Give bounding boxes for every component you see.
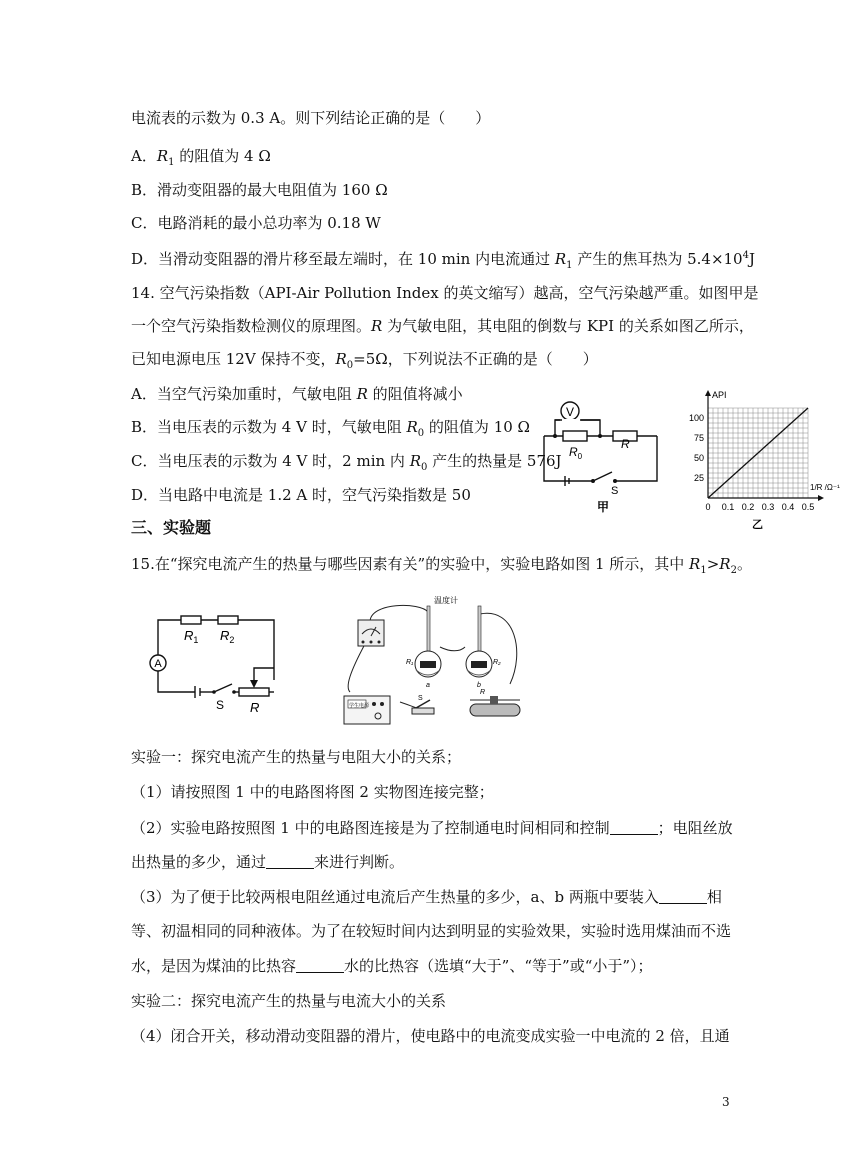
- svg-text:R: R: [480, 689, 486, 696]
- q15-experiment-2: 实验二：探究电流产生的热量与电流大小的关系: [131, 992, 447, 1010]
- answer-blank-2[interactable]: [266, 854, 314, 869]
- voltmeter-label: V: [565, 405, 575, 419]
- svg-text:b: b: [477, 682, 481, 689]
- q15-part-3-line-2: 等、初温相同的同种液体。为了在较短时间内达到明显的实验效果，实验时选用煤油而不选: [131, 922, 732, 940]
- x-tick-label: 0: [705, 502, 711, 512]
- r-label: R: [621, 437, 630, 451]
- x-tick-label: 0.5: [801, 502, 815, 512]
- flask-b: [466, 606, 501, 689]
- q15-experiment-1: 实验一：探究电流产生的热量与电阻大小的关系；: [131, 748, 462, 766]
- x-tick-label: 0.3: [761, 502, 775, 512]
- figure-yi-chart: [678, 378, 850, 530]
- y-tick-label: 50: [693, 453, 704, 463]
- y-axis-arrow: [705, 390, 711, 396]
- q13-option-d: D．当滑动变阻器的滑片移至最左端时，在 10 min 内电流通过 $R_1$ 产生的焦耳热为 $5.4\times 10^4J$: [131, 250, 755, 271]
- q15-part-3-line-3: 水，是因为煤油的比热容 水的比热容（选填“大于”、“等于”或“小于”）；: [131, 957, 653, 975]
- y-tick-label: 100: [688, 413, 704, 423]
- q14-option-b: B．当电压表的示数为 4 V 时，气敏电阻 $R_0$ 的阻值为 10 Ω: [131, 418, 530, 439]
- x-tick-label: 0.2: [741, 502, 755, 512]
- figure-1-circuit: [140, 608, 290, 718]
- x-axis-arrow: [818, 495, 824, 501]
- q15-part-3-line-1: （3）为了便于比较两根电阻丝通过电流后产生热量的多少，a、b 两瓶中要装入 相: [131, 888, 722, 906]
- figure-jia-circuit: [535, 398, 665, 516]
- q14-line-2: 一个空气污染指数检测仪的原理图。R 为气敏电阻，其电阻的倒数与 KPI 的关系如图乙所示，: [131, 317, 754, 335]
- answer-blank-3[interactable]: [659, 889, 707, 904]
- ammeter-device: [358, 620, 384, 646]
- figure-2-apparatus: [330, 592, 530, 730]
- svg-text:S: S: [418, 695, 423, 702]
- fig1-r-label: R: [250, 700, 260, 715]
- q13-stem-end: 电流表的示数为 0.3 A。则下列结论正确的是（ ）: [131, 109, 491, 127]
- q14-option-a: A．当空气污染加重时，气敏电阻 R 的阻值将减小: [131, 385, 463, 403]
- q15-part-2-line-1: （2）实验电路按照图 1 中的电路图连接是为了控制通电时间相同和控制 ；电阻丝放: [131, 819, 733, 837]
- x-axis-title: 1/R /Ω⁻¹: [810, 483, 840, 492]
- switch-label: S: [611, 485, 619, 497]
- figure-yi-caption: 乙: [752, 519, 763, 530]
- answer-blank-1[interactable]: [610, 820, 658, 835]
- rheostat-device: [470, 689, 520, 716]
- r0-label: $R_0$: [569, 445, 583, 461]
- figure-jia-caption: 甲: [597, 500, 610, 514]
- svg-text:R₁: R₁: [406, 659, 414, 666]
- svg-text:a: a: [426, 682, 430, 689]
- answer-blank-4[interactable]: [296, 958, 344, 973]
- page-number: 3: [722, 1095, 730, 1109]
- y-tick-label: 25: [693, 473, 704, 483]
- q14-line-3: 已知电源电压 12V 保持不变，$R_0=5\Omega$，下列说法不正确的是（ ）: [131, 350, 598, 371]
- fig1-r2-label: $R_2$: [220, 628, 235, 645]
- q15-stem: 15.在“探究电流产生的热量与哪些因素有关”的实验中，实验电路如图 1 所示，其中 $R_1>R_2$。: [131, 555, 752, 576]
- x-tick-label: 0.4: [781, 502, 795, 512]
- ammeter-label: A: [154, 658, 162, 670]
- section-title: 三、实验题: [131, 518, 212, 537]
- x-tick-label: 0.1: [721, 502, 735, 512]
- q13-option-b: B．滑动变阻器的最大电阻值为 160 Ω: [131, 181, 388, 199]
- svg-text:R₂: R₂: [493, 659, 501, 666]
- switch-device: [412, 695, 434, 714]
- thermometer-label: 温度计: [434, 596, 458, 605]
- y-tick-label: 75: [693, 433, 704, 443]
- power-supply: [344, 696, 390, 724]
- q14-option-c: C．当电压表的示数为 4 V 时，2 min 内 $R_0$ 产生的热量是 576J: [131, 452, 562, 473]
- q15-part-4: （4）闭合开关，移动滑动变阻器的滑片，使电路中的电流变成实验一中电流的 2 倍，且通: [131, 1027, 730, 1045]
- q13-option-a: A．$R_1$ 的阻值为 4 Ω: [131, 147, 271, 168]
- q15-part-1: （1）请按照图 1 中的电路图将图 2 实物图连接完整；: [131, 783, 494, 801]
- fig1-switch-label: S: [216, 698, 225, 712]
- y-axis-title: API: [712, 390, 727, 400]
- fig1-r1-label: $R_1$: [184, 628, 199, 645]
- q14-option-d: D．当电路中电流是 1.2 A 时，空气污染指数是 50: [131, 486, 471, 504]
- q13-option-c: C．电路消耗的最小总功率为 0.18 W: [131, 214, 381, 232]
- svg-text:学生电源: 学生电源: [349, 703, 370, 709]
- q14-line-1: 14. 空气污染指数（API-Air Pollution Index 的英文缩写）越高，空气污染越严重。如图甲是: [131, 284, 759, 302]
- flask-a: [406, 606, 441, 689]
- q15-part-2-line-2: 出热量的多少，通过 来进行判断。: [131, 853, 405, 871]
